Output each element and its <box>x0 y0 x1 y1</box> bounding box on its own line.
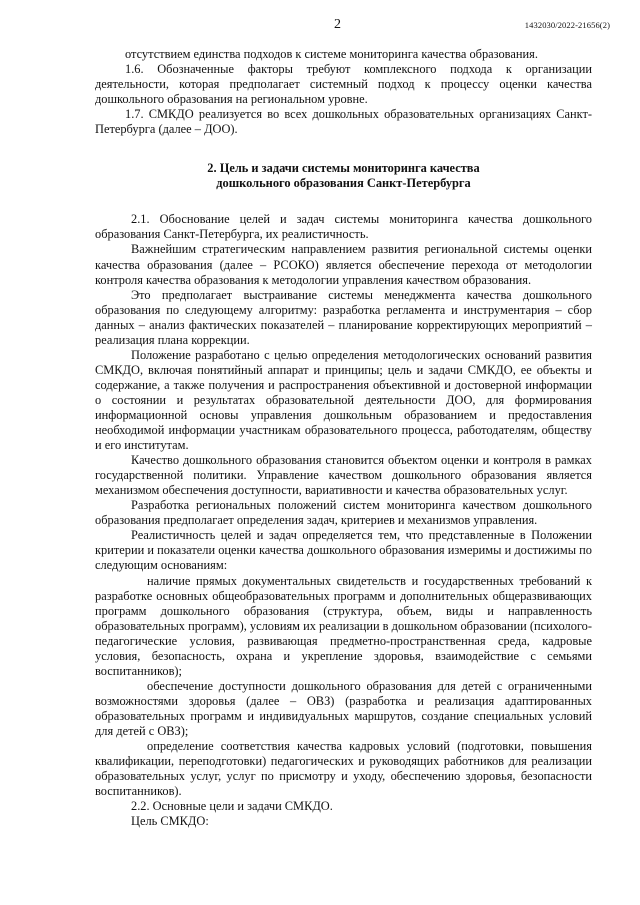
paragraph-quality-policy: Качество дошкольного образования становится объектом оценки и контроля в рамках государственной политики. Управление качеством дошкольного образования является механизмом обеспечения доступности, вариативности и качества образовательных услуг. <box>95 453 592 498</box>
paragraph-regulation: Положение разработано с целью определения методологических оснований развития СМКДО, включая понятийный аппарат и принципы; цель и задачи СМКДО, ее объекты и содержание, а также получения и распространения объективной и достоверной информации о состоянии и результатах образовательной деятельности ДОО, для формирования информационной основы управления дошкольным образованием и предоставления необходимой информации участникам образовательного процесса, работодателям, обществу и его институтам. <box>95 347 592 453</box>
paragraph-realism: Реалистичность целей и задач определяется тем, что представленные в Положении критерии и показатели оценки качества дошкольного образования измеримы и достижимы по следующим основаниям: <box>95 528 592 573</box>
section-2-title-line-2: дошкольного образования Санкт-Петербурга <box>216 176 471 191</box>
paragraph-1-7: 1.7. СМКДО реализуется во всех дошкольных образовательных организациях Санкт-Петербурга (далее – ДОО). <box>95 107 592 137</box>
section-2-heading <box>95 161 592 191</box>
paragraph-rsoko: Важнейшим стратегическим направлением развития региональной системы оценки качества образования (далее – РСОКО) является обеспечение перехода от методологии контроля качества образования к методологии управления качеством образования. <box>95 242 592 287</box>
paragraph-2-1: 2.1. Обоснование целей и задач системы мониторинга качества дошкольного образования Санкт-Петербурга, их реалистичность. <box>95 212 592 242</box>
bullet-documentary-evidence: наличие прямых документальных свидетельств и государственных требований к разработке основных общеобразовательных программ и дополнительных общеразвивающих программ дошкольного образования (структура, объем, виды и направленность образовательных программ), условиям их реализации в дошкольном образовании (психолого-педагогические условия, развивающая предметно-пространственная среда, кадровые условия, безопасность, охрана и укрепление здоровья, взаимодействие с семьями воспитанников); <box>95 573 592 678</box>
paragraph-1-6: 1.6. Обозначенные факторы требуют комплексного подхода к организации деятельности, которая предполагает системный подход к процессу оценки качества дошкольного образования на региональном уровне. <box>95 62 592 107</box>
page-number: 2 <box>334 17 341 32</box>
bullet-staffing: определение соответствия качества кадровых условий (подготовки, повышения квалификации, переподготовки) педагогических и руководящих работников для реализации образовательных услуг, услуг по присмотру и уходу, обеспечению здоровья, безопасности воспитанников). <box>95 739 592 799</box>
bullet-accessibility: обеспечение доступности дошкольного образования для детей с ограниченными возможностями здоровья (далее – ОВЗ) (разработка и реализация адаптированных образовательных программ и индивидуальных маршрутов, создание специальных условий для детей с ОВЗ); <box>95 678 592 738</box>
document-id: 1432030/2022-21656(2) <box>524 20 610 30</box>
paragraph-2-2: 2.2. Основные цели и задачи СМКДО. <box>131 799 333 814</box>
paragraph-algorithm: Это предполагает выстраивание системы менеджмента качества дошкольного образования по следующему алгоритму: разработка регламента и инструментария – сбор данных – анализ фактических показателей – планирование корректирующих мероприятий – реализация плана коррекции. <box>95 287 592 347</box>
goal-label: Цель СМКДО: <box>131 814 209 829</box>
paragraph-regional-regulations: Разработка региональных положений систем мониторинга качеством дошкольного образования предполагает определения задач, критериев и механизмов управления. <box>95 498 592 528</box>
document-body <box>95 47 592 829</box>
section-2-title-line-1: 2. Цель и задачи системы мониторинга качества <box>207 161 480 176</box>
intro-continuation: отсутствием единства подходов к системе мониторинга качества образования. <box>125 47 538 61</box>
